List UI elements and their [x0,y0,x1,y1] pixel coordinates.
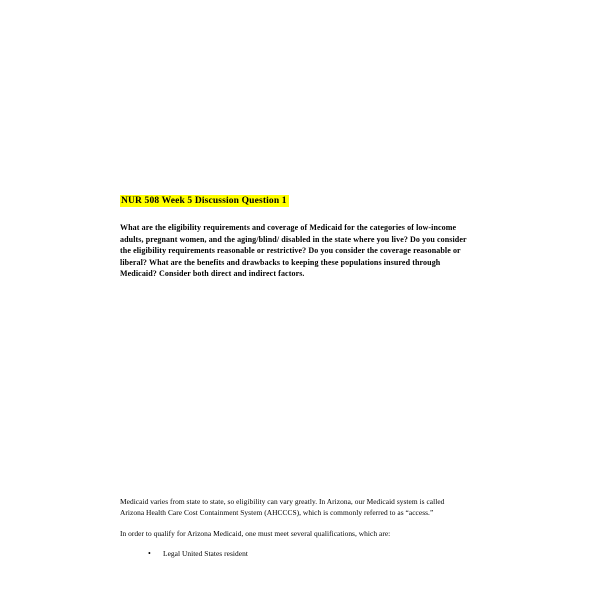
discussion-prompt: What are the eligibility requirements and coverage of Medicaid for the categories of low-income adults, pregnant women, and the aging/blind/ disabled in the state where you live? Do you consider the eligibility requirements reasonable or restrictive? Do you consider the coverage reasonable or liberal? What are the benefits and drawbacks to keeping these populations insured through Medicaid? Consider both direct and indirect factors. [120,223,467,279]
document-bottom-section [120,497,482,559]
qualifications-list [120,549,482,560]
document-top-section [120,190,482,280]
bullet-icon: • [148,548,151,558]
document-heading-text: NUR 508 Week 5 Discussion Question 1 [121,196,287,206]
body-paragraph-2: In order to qualify for Arizona Medicaid, one must meet several qualifications, which are: [120,529,391,538]
body-paragraph-1: Medicaid varies from state to state, so eligibility can vary greatly. In Arizona, our Medicaid system is called Arizona Health Care Cost Containment System (AHCCCS), which is commonly referred to as “access.” [120,497,445,517]
list-item-label: Legal United States resident [163,548,248,558]
document-heading [120,190,482,208]
list-item [120,549,482,560]
